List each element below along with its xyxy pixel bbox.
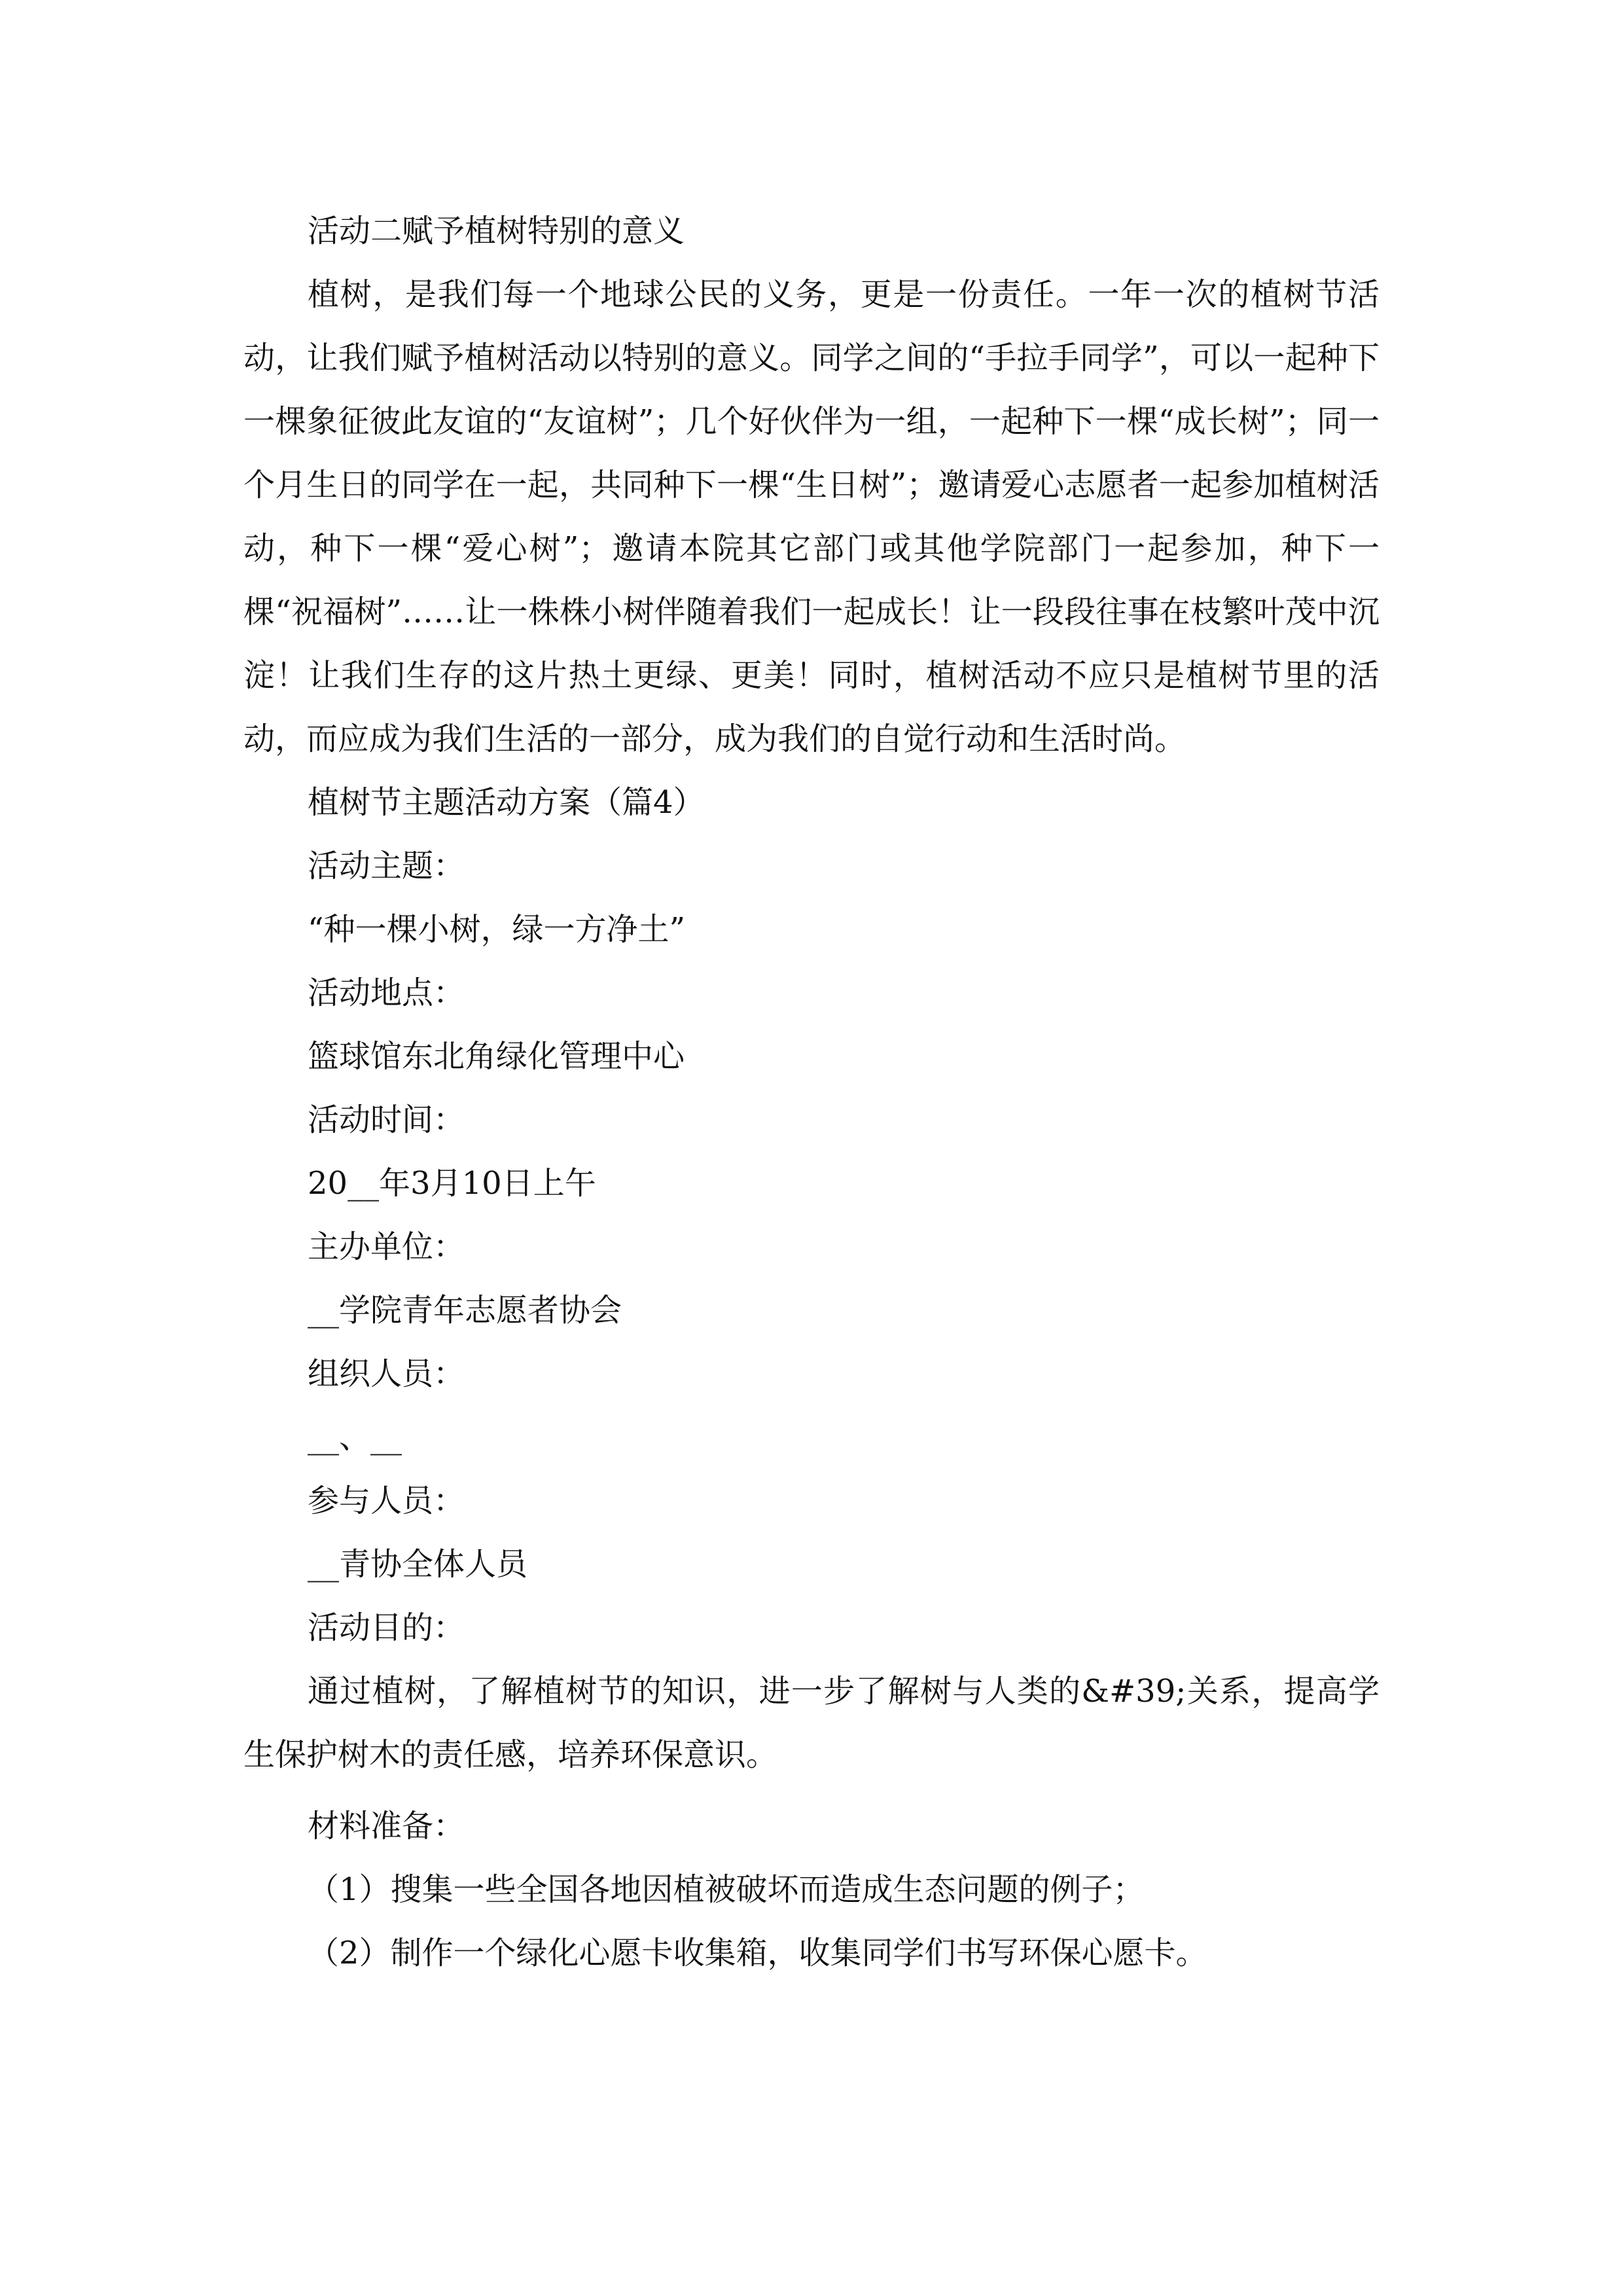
theme-label: 活动主题： — [308, 848, 465, 884]
purpose-value: 通过植树，了解植树节的知识，进一步了解树与人类的&#39;关系，提高学生保护树木的责任感，培养环保意识。 — [243, 1673, 1380, 1773]
location-label: 活动地点： — [308, 975, 465, 1011]
time-value: 20__年3月10日上午 — [308, 1165, 596, 1202]
purpose-label: 活动目的： — [308, 1609, 465, 1646]
document-body — [243, 200, 1380, 1985]
participants-value: __青协全体人员 — [308, 1546, 528, 1583]
theme-value: “种一棵小树，绿一方净土” — [308, 911, 686, 948]
materials-label: 材料准备： — [308, 1808, 465, 1844]
materials-item: （1）搜集一些全国各地因植被破坏而造成生态问题的例子； — [308, 1871, 1145, 1908]
staff-value: __、__ — [308, 1419, 402, 1456]
participants-label: 参与人员： — [308, 1482, 465, 1519]
paragraph-planting-meaning: 植树，是我们每一个地球公民的义务，更是一份责任。一年一次的植树节活动，让我们赋予植树活动以特别的意义。同学之间的“手拉手同学”，可以一起种下一棵象征彼此友谊的“友谊树”；几个好伙伴为一组，一起种下一棵“成长树”；同一个月生日的同学在一起，共同种下一棵“生日树”；邀请爱心志愿者一起参加植树活动，种下一棵“爱心树”；邀请本院其它部门或其他学院部门一起参加，种下一棵“祝福树”……让一株株小树伴随着我们一起成长！让一段段往事在枝繁叶茂中沉淀！让我们生存的这片热土更绿、更美！同时，植树活动不应只是植树节里的活动，而应成为我们生活的一部分，成为我们的自觉行动和生活时尚。 — [243, 276, 1380, 757]
organizer-value: __学院青年志愿者协会 — [308, 1292, 622, 1329]
time-label: 活动时间： — [308, 1102, 465, 1138]
staff-label: 组织人员： — [308, 1355, 465, 1392]
location-value: 篮球馆东北角绿化管理中心 — [308, 1038, 685, 1075]
section-heading: 活动二赋予植树特别的意义 — [308, 213, 685, 249]
plan-title: 植树节主题活动方案（篇4） — [308, 784, 705, 821]
materials-item: （2）制作一个绿化心愿卡收集箱，收集同学们书写环保心愿卡。 — [308, 1935, 1207, 1971]
organizer-label: 主办单位： — [308, 1229, 465, 1265]
